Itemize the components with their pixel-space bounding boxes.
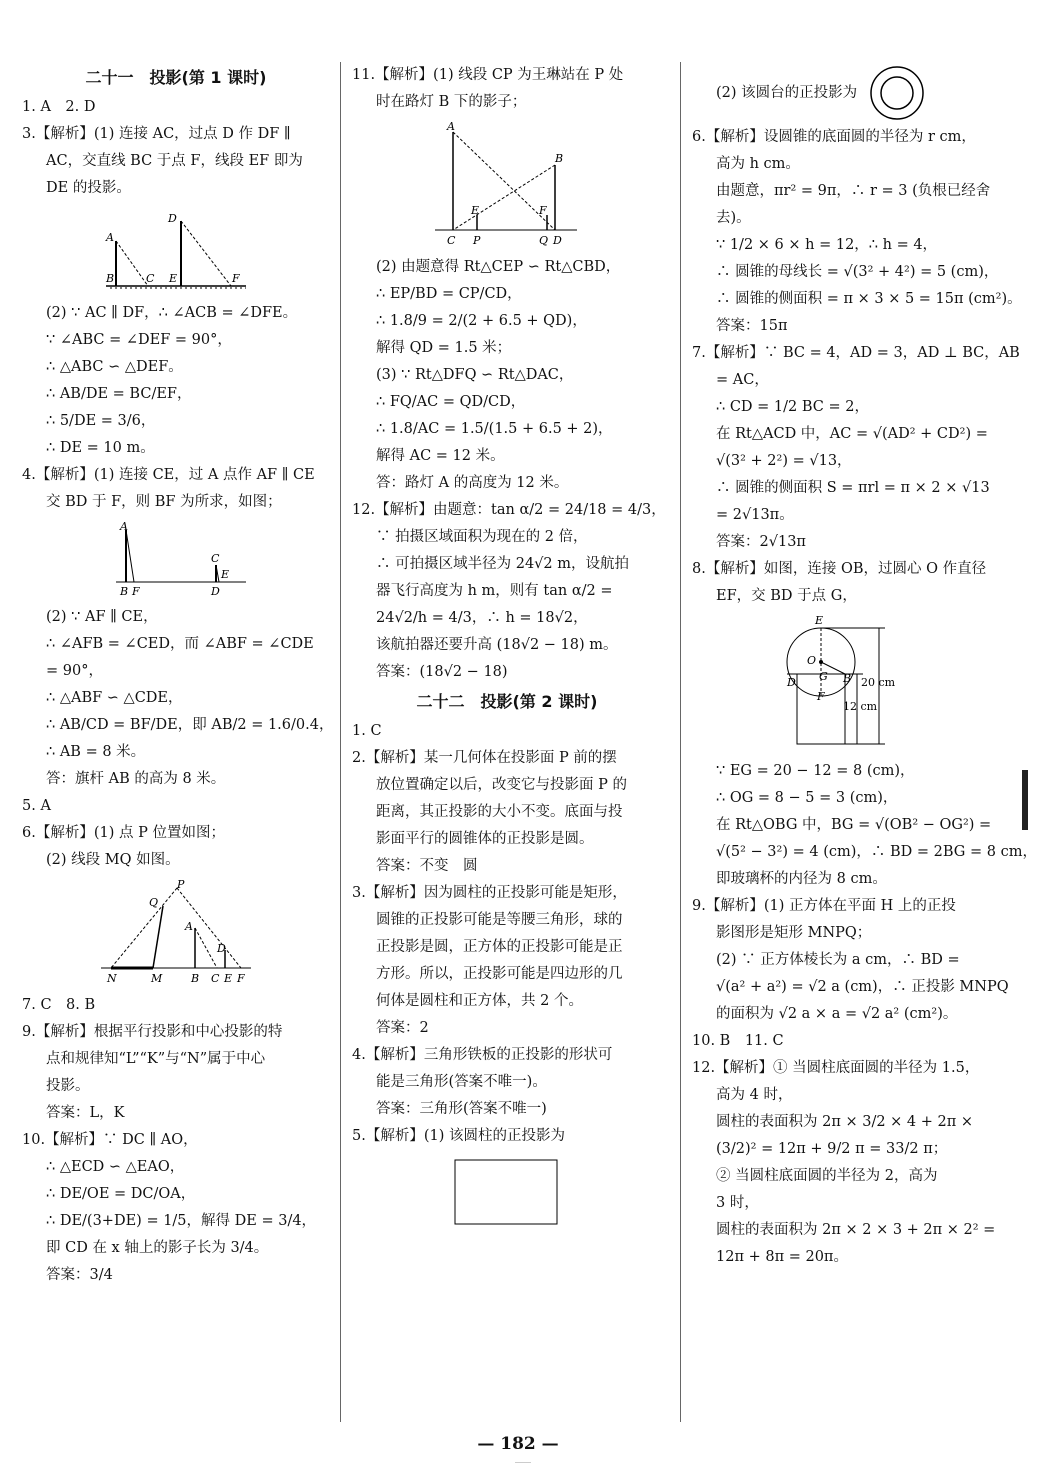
answer-line: 6.【解析】(1) 点 P 位置如图； [22,825,225,841]
figure-label: F [237,972,245,985]
answer-line: ∴ FQ/AC = QD/CD， [376,394,526,410]
figure-label: M [151,972,163,985]
answer-line: 3.【解析】因为圆柱的正投影可能是矩形， [352,885,627,901]
answer-line: 圆锥的正投影可能是等腰三角形，球的 [376,912,623,928]
figure-label: A [120,520,128,533]
section-title: 二十二 投影(第 2 课时) [416,692,598,711]
answer-line: ∴ AB/DE = BC/EF， [46,386,192,402]
answer-line: ∴ △ABC ∽ △DEF。 [46,359,183,375]
answer-line: ∴ 5/DE = 3/6， [46,413,156,429]
answer-line: ∴ 1.8/AC = 1.5/(1.5 + 6.5 + 2)， [376,421,613,437]
answer-line: (3/2)² = 12π + 9/2 π = 33/2 π； [716,1141,948,1157]
answer-line: 放位置确定以后，改变它与投影面 P 的 [376,777,627,793]
answer-line: (2) 线段 MQ 如图。 [46,852,180,868]
answer-line: ∵ 拍摄区域面积为现在的 2 倍， [376,529,588,545]
answer-line: ∴ △ECD ∽ △EAO， [46,1159,185,1175]
answer-line: 2.【解析】某一几何体在投影面 P 前的摆 [352,750,617,766]
answer-line: = 2√13π。 [716,507,794,523]
answer-line: 12.【解析】① 当圆柱底面圆的半径为 1.5， [692,1060,980,1076]
answer-line: ∴ EP/BD = CP/CD， [376,286,522,302]
answer-text: (2) 该圆台的正投影为 [716,85,858,101]
figure-label: D [211,585,220,598]
answer-line: 距离，其正投影的大小不变。底面与投 [376,804,623,820]
answer-line: 8.【解析】如图，连接 OB，过圆心 O 作直径 [692,561,987,577]
answer-line: (2) 由题意得 Rt△CEP ∽ Rt△CBD， [376,259,621,275]
figure-label: F [539,204,547,217]
answer-line: √(5² − 3²) = 4 (cm)，∴ BD = 2BG = 8 cm， [716,844,1037,860]
answer-line: ∴ 圆锥的侧面积 = π × 3 × 5 = 15π (cm²)。 [716,291,1022,307]
figure-label: D [217,942,226,955]
answer-line: ∵ 1/2 × 6 × h = 12，∴ h = 4， [716,237,938,253]
answer-line: 12.【解析】由题意：tan α/2 = 24/18 = 4/3， [352,502,666,518]
answer-line: 答：旗杆 AB 的高为 8 米。 [46,771,226,787]
figure-label: E [169,272,178,285]
answer-line: 5. A [22,798,51,814]
figure-label: N [107,972,117,985]
answer-line: √(a² + a²) = √2 a (cm)，∴ 正投影 MNPQ [716,979,1009,995]
figure-label: E [224,972,233,985]
answer-line: 在 Rt△OBG 中，BG = √(OB² − OG²) = [716,817,992,833]
page-number: — 182 — [477,1434,559,1454]
figure [22,878,330,988]
section-title: 二十一 投影(第 1 课时) [85,68,267,87]
answer-line: ∵ EG = 20 − 12 = 8 (cm)， [716,763,915,779]
figure [22,206,330,296]
answer-line: 能是三角形(答案不唯一)。 [376,1074,547,1090]
answer-line: 圆柱的表面积为 2π × 2 × 3 + 2π × 2² = [716,1222,996,1238]
figure-glass-cup [757,614,917,754]
figure-label: B [120,585,129,598]
figure-label: D [787,676,796,689]
figure-label: B [106,272,115,285]
figure [692,614,982,754]
answer-line: EF，交 BD 于点 G， [716,588,857,604]
answer-line: 影图形是矩形 MNPQ； [716,925,872,941]
answer-line: (2) ∵ AF ∥ CE， [46,609,158,625]
answer-line: 交 BD 于 F，则 BF 为所求，如图； [46,494,282,510]
figure-label: P [177,878,185,891]
column-divider-1 [340,62,341,1422]
answer-line: 7. C 8. B [22,997,96,1013]
answer-line: 的面积为 √2 a × a = √2 a² (cm²)。 [716,1006,958,1022]
figure-label: D [168,212,177,225]
figure-shadow-2 [96,520,256,600]
answer-line: 答案：2√13π [716,534,806,550]
figure-label: Q [149,896,159,909]
answer-line: 何体是圆柱和正方体，共 2 个。 [376,993,583,1009]
answer-line: ∴ AB/CD = BF/DE，即 AB/2 = 1.6/0.4， [46,717,334,733]
answer-line: 7.【解析】∵ BC = 4，AD = 3，AD ⊥ BC，AB [692,345,1020,361]
figure-streetlight [427,120,587,250]
answer-line: 10. B 11. C [692,1033,784,1049]
answer-line: = 90°， [46,663,103,679]
answer-line: 由题意，πr² = 9π，∴ r = 3 (负根已经舍 [716,183,991,199]
answer-line: 方形。所以，正投影可能是四边形的几 [376,966,623,982]
answer-line: √(3² + 2²) = √13， [716,453,852,469]
figure-shadow-3 [91,878,261,988]
figure-label: F [132,585,140,598]
answer-line: 投影。 [46,1078,90,1094]
answer-line: 9.【解析】根据平行投影和中心投影的特 [22,1024,283,1040]
answer-line: (2) ∵ 正方体棱长为 a cm，∴ BD = [716,952,960,968]
answer-line: ∵ ∠ABC = ∠DEF = 90°， [46,332,232,348]
answer-line: 1. A 2. D [22,99,96,115]
answer-line: 9.【解析】(1) 正方体在平面 H 上的正投 [692,898,956,914]
answer-line: 该航拍器还要升高 (18√2 − 18) m。 [376,637,618,653]
answer-line: 正投影是圆，正方体的正投影可能是正 [376,939,623,955]
scan-mark [515,1462,531,1469]
answer-line: 答案：15π [716,318,788,334]
figure-label: B [555,152,564,165]
answer-line: AC，交直线 BC 于点 F，线段 EF 即为 [46,153,303,169]
answer-line: 10.【解析】∵ DC ∥ AO， [22,1132,198,1148]
answer-line: ∴ AB = 8 米。 [46,744,146,760]
answer-line: 在 Rt△ACD 中，AC = √(AD² + CD²) = [716,426,988,442]
answer-line: 答：路灯 A 的高度为 12 米。 [376,475,569,491]
figure-label: O [807,654,817,667]
figure-label: F [817,690,825,703]
figure-label: E [221,568,230,581]
answer-line: 答案：2 [376,1020,429,1036]
answer-line: 答案：3/4 [46,1267,113,1283]
answer-line: 解得 QD = 1.5 米； [376,340,512,356]
edge-mark [1022,770,1028,830]
answer-line: 答案：L，K [46,1105,125,1121]
figure-label: 12 cm [843,700,878,713]
answer-column-1 [22,62,334,1289]
figure-label: A [447,120,455,133]
answer-line: 4.【解析】三角形铁板的正投影的形状可 [352,1047,613,1063]
answer-line: 1. C [352,723,382,739]
answer-line: 高为 4 时， [716,1087,793,1103]
answer-line: ∴ ∠AFB = ∠CED，而 ∠ABF = ∠CDE [46,636,314,652]
figure-label: C [211,972,220,985]
answer-column-3 [692,62,1037,1271]
answer-line: 即 CD 在 x 轴上的影子长为 3/4。 [46,1240,269,1256]
figure-label: A [185,920,193,933]
figure-label: B [191,972,200,985]
answer-line: 3 时， [716,1195,759,1211]
answer-line: 时在路灯 B 下的影子； [376,94,527,110]
figure [22,520,330,600]
figure-label: C [146,272,155,285]
answer-line: 圆柱的表面积为 2π × 3/2 × 4 + 2π × [716,1114,974,1130]
answer-line: 解得 AC = 12 米。 [376,448,505,464]
figure-label: C [447,234,456,247]
answer-line: DE 的投影。 [46,180,131,196]
figure-label: 20 cm [861,676,896,689]
answer-line: 6.【解析】设圆锥的底面圆的半径为 r cm， [692,129,976,145]
answer-line: ∴ OG = 8 − 5 = 3 (cm)， [716,790,898,806]
answer-line: 4.【解析】(1) 连接 CE，过 A 点作 AF ∥ CE [22,467,315,483]
frustum-answer-line [692,62,982,124]
figure-label: C [211,552,220,565]
column-divider-2 [680,62,681,1422]
answer-line: 11.【解析】(1) 线段 CP 为王琳站在 P 处 [352,67,624,83]
answer-line: 影面平行的圆锥体的正投影是圆。 [376,831,594,847]
answer-line: ∴ DE = 10 m。 [46,440,155,456]
figure-frustum-projection [867,63,927,123]
answer-line: = AC， [716,372,769,388]
answer-line: ∴ 可拍摄区域半径为 24√2 m，设航拍 [376,556,629,572]
answer-line: ∴ 1.8/9 = 2/(2 + 6.5 + QD)， [376,313,587,329]
answer-line: 答案：不变 圆 [376,858,478,874]
answer-line: ② 当圆柱底面圆的半径为 2，高为 [716,1168,938,1184]
figure-shadow-1 [96,206,256,296]
figure-label: E [815,614,824,627]
answer-line: 答案：三角形(答案不唯一) [376,1101,547,1117]
answer-line: 点和规律知“L”“K”与“N”属于中心 [46,1051,266,1067]
figure-cylinder-projection [447,1154,567,1232]
answer-line: ∴ 圆锥的母线长 = √(3² + 4²) = 5 (cm)， [716,264,999,280]
answer-column-2 [352,62,666,1236]
figure [352,120,662,250]
answer-line: ∴ DE/(3+DE) = 1/5，解得 DE = 3/4， [46,1213,317,1229]
answer-line: ∴ DE/OE = DC/OA， [46,1186,196,1202]
answer-line: 5.【解析】(1) 该圆柱的正投影为 [352,1128,565,1144]
answer-line: 12π + 8π = 20π。 [716,1249,848,1265]
answer-line: ∴ △ABF ∽ △CDE， [46,690,183,706]
figure-label: F [232,272,240,285]
answer-line: (3) ∵ Rt△DFQ ∽ Rt△DAC， [376,367,574,383]
figure-label: P [473,234,481,247]
figure-label: A [106,231,114,244]
answer-line: 高为 h cm。 [716,156,800,172]
figure-label: B [843,672,852,685]
figure-label: E [471,204,480,217]
figure-label: D [553,234,562,247]
answer-line: 器飞行高度为 h m，则有 tan α/2 = [376,583,613,599]
figure-label: G [819,670,828,683]
answer-line: 答案：(18√2 − 18) [376,664,508,680]
answer-line: 即玻璃杯的内径为 8 cm。 [716,871,887,887]
figure [352,1154,662,1232]
answer-line: 去)。 [716,210,751,226]
answer-line: 24√2/h = 4/3，∴ h = 18√2， [376,610,588,626]
answer-line: 3.【解析】(1) 连接 AC，过点 D 作 DF ∥ [22,126,291,142]
answer-line: ∴ CD = 1/2 BC = 2， [716,399,869,415]
answer-line: (2) ∵ AC ∥ DF，∴ ∠ACB = ∠DFE。 [46,305,298,321]
figure-label: Q [539,234,549,247]
answer-line: ∴ 圆锥的侧面积 S = πrl = π × 2 × √13 [716,480,990,496]
